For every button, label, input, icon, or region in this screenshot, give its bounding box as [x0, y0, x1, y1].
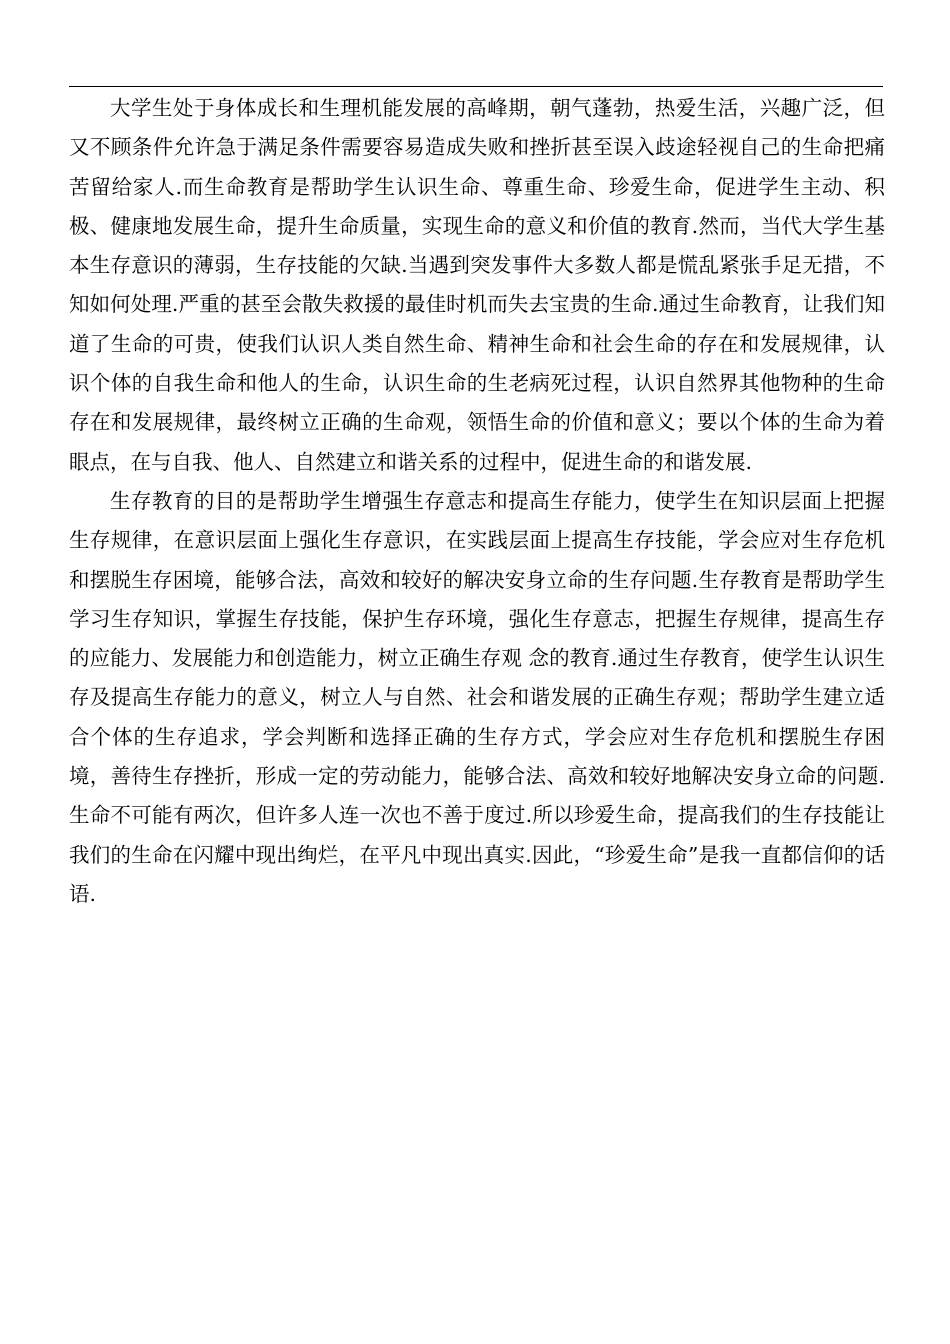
header-rule: [69, 86, 883, 87]
paragraph-1: 大学生处于身体成长和生理机能发展的高峰期，朝气蓬勃，热爱生活，兴趣广泛，但又不顾条件允许急于满足条件需要容易造成失败和挫折甚至误入歧途轻视自己的生命把痛苦留给家人.而生命教育是帮助学生认识生命、尊重生命、珍爱生命，促进学生主动、积极、健康地发展生命，提升生命质量，实现生命的意义和价值的教育.然而，当代大学生基本生存意识的薄弱，生存技能的欠缺.当遇到突发事件大多数人都是慌乱紧张手足无措，不知如何处理.严重的甚至会散失救援的最佳时机而失去宝贵的生命.通过生命教育，让我们知道了生命的可贵，使我们认识人类自然生命、精神生命和社会生命的存在和发展规律，认识个体的自我生命和他人的生命，认识生命的生老病死过程，认识自然界其他物种的生命存在和发展规律，最终树立正确的生命观，领悟生命的价值和意义；要以个体的生命为着眼点，在与自我、他人、自然建立和谐关系的过程中，促进生命的和谐发展.: [69, 96, 885, 474]
paragraph-2: 生存教育的目的是帮助学生增强生存意志和提高生存能力，使学生在知识层面上把握生存规律，在意识层面上强化生存意识，在实践层面上提高生存技能，学会应对生存危机和摆脱生存困境，能够合法，高效和较好的解决安身立命的生存问题.生存教育是帮助学生学习生存知识，掌握生存技能，保护生存环境，强化生存意志，把握生存规律，提高生存的应能力、发展能力和创造能力，树立正确生存观 念的教育.通过生存教育，使学生认识生存及提高生存能力的意义，树立人与自然、社会和谐发展的正确生存观；帮助学生建立适合个体的生存追求，学会判断和选择正确的生存方式，学会应对生存危机和摆脱生存困境，善待生存挫折，形成一定的劳动能力，能够合法、高效和较好地解决安身立命的问题.生命不可能有两次，但许多人连一次也不善于度过.所以珍爱生命，提高我们的生存技能让我们的生命在闪耀中现出绚烂，在平凡中现出真实.因此，“珍爱生命”是我一直都信仰的话语.: [69, 488, 885, 906]
document-body: [69, 89, 885, 914]
